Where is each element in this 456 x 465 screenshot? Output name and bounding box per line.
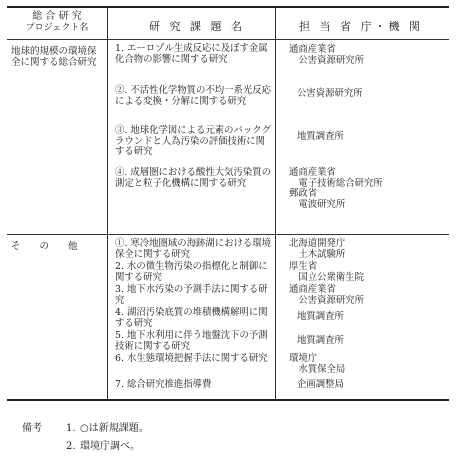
header-project-sub: プロジェクト名 xyxy=(25,23,89,33)
agency-item: 通商産業省 電子技術総合研究所 郵政省 電波研究所 xyxy=(289,167,383,210)
header-topic: 研 究 課 題 名 xyxy=(149,20,245,33)
project-item: ③. 地球化学図による元素のバックグラウンドと人為汚染の評価技術に関する研究 xyxy=(115,125,271,158)
agency-item: 地質調査所 xyxy=(297,311,344,322)
category-other: そ の 他 xyxy=(11,241,78,252)
agency-item: 地質調査所 xyxy=(297,335,344,346)
project-item: ②. 不活性化学物質の不均一系光反応による変換・分解に関する研究 xyxy=(115,85,271,107)
project-item: 3. 地下水汚染の予測手法に関する研究 xyxy=(115,284,268,306)
note-1: 備考 1. ○は新規課題。 xyxy=(22,423,149,434)
project-item: ①. 寒冷地圏域の海跡湖における環境保全に関する研究 xyxy=(115,238,271,260)
note-2: 2. 環境庁調べ。 xyxy=(66,441,140,452)
category-global: 地球的規模の環境保全に関する総合研究 xyxy=(11,46,97,68)
agency-item: 公害資源研究所 xyxy=(297,88,363,99)
agency-item: 厚生省 国立公衆衛生院 xyxy=(289,261,365,283)
project-item: 4. 湖沼汚染底質の堆積機構解明に関する研究 xyxy=(115,307,268,329)
project-item: 2. 水の微生物汚染の指標化と制御に関する研究 xyxy=(115,261,268,283)
header-project: 総 合 研 究 xyxy=(32,11,82,22)
agency-item: 企画調整局 xyxy=(297,379,344,390)
agency-item: 環境庁 水質保全局 xyxy=(289,353,346,375)
column-divider xyxy=(107,8,108,399)
project-item: 7. 総合研究推進指導費 xyxy=(115,379,212,390)
agency-item: 北海道開発庁 土木試験所 xyxy=(289,238,346,260)
project-item: 1. エーロゾル生成反応に及ぼす金属化合物の影響に関する研究 xyxy=(115,43,268,65)
section-divider xyxy=(7,234,449,235)
column-divider xyxy=(275,8,276,399)
project-item: ④. 成層圏における酸性大気汚染質の測定と粒子化機構に関する研究 xyxy=(115,167,271,189)
project-item: 6. 水生態環境把握手法に関する研究 xyxy=(115,353,268,364)
agency-item: 地質調査所 xyxy=(297,131,344,142)
header-agency: 担 当 省 庁・機 関 xyxy=(299,20,423,33)
research-table xyxy=(7,6,449,401)
agency-item: 通商産業省 公害資源研究所 xyxy=(289,284,365,306)
header-divider xyxy=(7,39,449,40)
project-item: 5. 地下水利用に伴う地盤沈下の予測技術に関する研究 xyxy=(115,330,268,352)
agency-item: 通商産業省 公害資源研究所 xyxy=(289,44,365,66)
